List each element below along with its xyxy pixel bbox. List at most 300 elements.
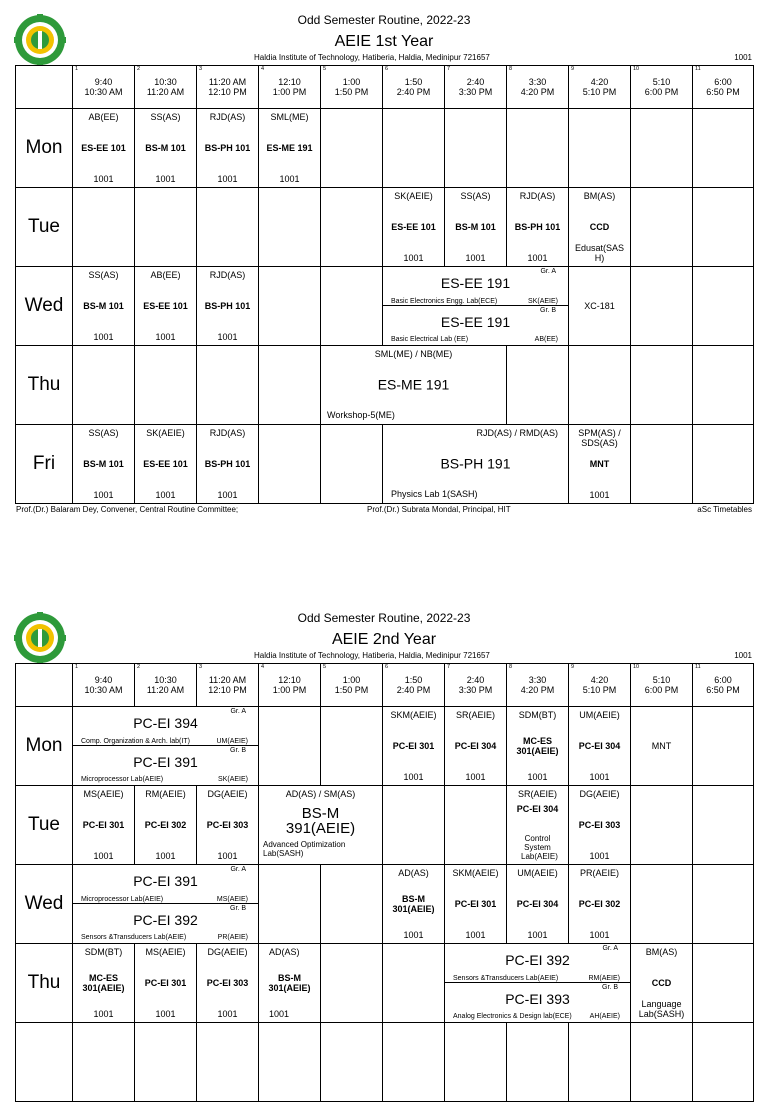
period-time: 11:20 AM 12:10 PM <box>208 675 247 695</box>
subject-label: BS-M 101 <box>455 222 496 232</box>
empty-slot[interactable] <box>382 943 445 1023</box>
period-number: 6 <box>385 664 389 670</box>
lab-title: ES-EE 191 <box>440 314 511 330</box>
lab-slot-split[interactable] <box>382 266 569 346</box>
empty-slot[interactable] <box>258 266 321 346</box>
teacher-label: SR(AEIE) <box>455 710 495 720</box>
teacher-label: SPM(AS) / SDS(AS) <box>578 428 621 448</box>
empty-slot[interactable] <box>692 706 754 786</box>
group-label: Gr. B <box>540 307 556 314</box>
teacher-label: SK(AEIE) <box>528 298 558 305</box>
footer-credit: aSc Timetables <box>697 505 752 514</box>
period-number: 7 <box>447 664 451 670</box>
class-slot[interactable] <box>134 424 197 504</box>
class-slot[interactable] <box>72 266 135 346</box>
class-slot[interactable] <box>444 187 507 267</box>
period-number: 3 <box>199 66 203 72</box>
lab-title: PC-EI 392 <box>133 912 198 928</box>
day-cell <box>15 187 73 267</box>
teacher-label: UM(AEIE) <box>216 738 248 745</box>
lab-slot[interactable] <box>258 785 383 865</box>
empty-slot[interactable] <box>72 1022 135 1102</box>
empty-slot[interactable] <box>630 345 693 425</box>
day-label: Tue <box>27 814 61 835</box>
room-label: 1001 <box>93 1009 114 1019</box>
lab-slot-split[interactable] <box>444 943 631 1023</box>
empty-slot[interactable] <box>134 1022 197 1102</box>
subject-label: BS-PH 101 <box>204 143 251 153</box>
subject-label: ES-EE 101 <box>143 459 188 469</box>
empty-slot[interactable] <box>320 1022 383 1102</box>
day-cell <box>15 108 73 188</box>
empty-slot[interactable] <box>320 108 383 188</box>
class-slot[interactable] <box>506 864 569 944</box>
empty-slot[interactable] <box>444 108 507 188</box>
period-header <box>692 65 754 109</box>
group-label: Gr. B <box>230 905 246 912</box>
period-header <box>134 663 197 707</box>
period-header <box>692 663 754 707</box>
group-label: Gr. B <box>602 984 618 991</box>
room-label: 1001 <box>403 253 424 263</box>
room-label: 1001 <box>589 930 610 940</box>
empty-slot[interactable] <box>506 108 569 188</box>
empty-slot[interactable] <box>258 345 321 425</box>
period-time: 5:10 6:00 PM <box>644 77 679 97</box>
empty-slot[interactable] <box>630 785 693 865</box>
room-label: 1001 <box>93 174 114 184</box>
period-header <box>196 663 259 707</box>
day-cell <box>15 345 73 425</box>
teacher-label: SS(AS) <box>460 191 491 201</box>
empty-slot[interactable] <box>196 187 259 267</box>
empty-slot[interactable] <box>692 943 754 1023</box>
class-slot[interactable] <box>196 943 259 1023</box>
teacher-label: DG(AEIE) <box>579 789 620 799</box>
teacher-label: RM(AEIE) <box>588 975 620 982</box>
period-time: 3:30 4:20 PM <box>520 77 555 97</box>
class-slot[interactable] <box>382 187 445 267</box>
empty-slot[interactable] <box>692 187 754 267</box>
period-header <box>382 65 445 109</box>
empty-slot[interactable] <box>382 785 445 865</box>
room-label: 1001 <box>269 1009 290 1019</box>
lab-group-b <box>383 305 568 345</box>
teacher-label: PR(AEIE) <box>579 868 619 878</box>
subject-label: PC-EI 303 <box>578 820 621 830</box>
empty-slot[interactable] <box>444 1022 507 1102</box>
subject-label: BS-PH 101 <box>204 459 251 469</box>
empty-slot[interactable] <box>568 1022 631 1102</box>
empty-slot[interactable] <box>196 345 259 425</box>
class-slot[interactable] <box>444 864 507 944</box>
room-label: 1001 <box>155 851 176 861</box>
lab-slot[interactable] <box>382 424 569 504</box>
teacher-label: SS(AS) <box>88 270 119 280</box>
room-label: 1001 <box>155 1009 176 1019</box>
class-slot[interactable] <box>568 266 631 346</box>
subject-label: BS-M 301(AEIE) <box>268 973 311 993</box>
subject-label: BS-M 101 <box>83 301 124 311</box>
teacher-label: SS(AS) <box>88 428 119 438</box>
period-number: 7 <box>447 66 451 72</box>
class-slot[interactable] <box>568 187 631 267</box>
empty-slot[interactable] <box>630 108 693 188</box>
period-header <box>630 663 693 707</box>
class-slot[interactable] <box>196 424 259 504</box>
day-label: Fri <box>32 453 56 474</box>
period-number: 1 <box>75 664 79 670</box>
group-label: Gr. A <box>540 268 556 275</box>
lab-location: Comp. Organization & Arch. lab(IT) <box>81 738 190 745</box>
class-slot[interactable] <box>630 943 693 1023</box>
routine-title: Odd Semester Routine, 2022-23 <box>297 13 471 27</box>
period-number: 4 <box>261 664 265 670</box>
empty-slot[interactable] <box>692 864 754 944</box>
teacher-label: SKM(AEIE) <box>452 868 499 878</box>
room-label: 1001 <box>527 930 548 940</box>
empty-slot[interactable] <box>320 706 383 786</box>
day-label: Wed <box>24 893 64 914</box>
class-slot[interactable] <box>134 943 197 1023</box>
empty-slot[interactable] <box>320 943 383 1023</box>
period-header <box>506 65 569 109</box>
day-cell <box>15 864 73 944</box>
room-label: 1001 <box>527 253 548 263</box>
period-time: 1:50 2:40 PM <box>396 675 431 695</box>
class-slot[interactable] <box>72 108 135 188</box>
empty-slot[interactable] <box>692 1022 754 1102</box>
teacher-label: DG(AEIE) <box>207 947 248 957</box>
slot-text: XC-181 <box>584 301 615 311</box>
period-time: 1:50 2:40 PM <box>396 77 431 97</box>
empty-slot[interactable] <box>258 187 321 267</box>
empty-slot[interactable] <box>630 266 693 346</box>
period-number: 2 <box>137 664 141 670</box>
teacher-label: SS(AS) <box>150 112 181 122</box>
lab-group-a <box>73 707 258 747</box>
footer-principal: Prof.(Dr.) Subrata Mondal, Principal, HIT <box>367 505 511 514</box>
class-slot[interactable] <box>196 266 259 346</box>
class-slot[interactable] <box>196 785 259 865</box>
room-label: 1001 <box>93 332 114 342</box>
lab-title: BS-M 391(AEIE) <box>285 805 356 837</box>
empty-slot[interactable] <box>692 424 754 504</box>
lab-group-b <box>445 982 630 1022</box>
room-label: 1001 <box>217 490 238 500</box>
class-slot[interactable] <box>568 706 631 786</box>
subject-label: ES-EE 101 <box>391 222 436 232</box>
room-label: 1001 <box>465 253 486 263</box>
subject-label: ES-ME 191 <box>266 143 313 153</box>
subject-label: PC-EI 301 <box>144 978 187 988</box>
period-number: 9 <box>571 664 575 670</box>
subject-label: PC-EI 302 <box>578 899 621 909</box>
period-number: 5 <box>323 664 327 670</box>
empty-slot[interactable] <box>568 108 631 188</box>
subject-label: BS-M 101 <box>145 143 186 153</box>
teacher-label: AD(AS) <box>269 947 300 957</box>
teacher-label: MS(AEIE) <box>216 896 248 903</box>
class-name: AEIE 2nd Year <box>331 631 437 648</box>
empty-slot[interactable] <box>506 345 569 425</box>
day-label: Mon <box>25 137 63 158</box>
period-time: 9:40 10:30 AM <box>84 675 123 695</box>
lab-group-b <box>73 745 258 785</box>
empty-slot[interactable] <box>134 187 197 267</box>
teacher-label: SDM(BT) <box>518 710 557 720</box>
teacher-label: AD(AS) <box>398 868 429 878</box>
teacher-label: AB(EE) <box>150 270 181 280</box>
period-number: 2 <box>137 66 141 72</box>
class-slot[interactable] <box>134 785 197 865</box>
institute-address: Haldia Institute of Technology, Hatiberia, Haldia, Medinipur 721657 <box>254 651 490 660</box>
lab-location: Analog Electronics & Design lab(ECE) <box>453 1013 572 1020</box>
period-header <box>258 663 321 707</box>
period-header <box>320 65 383 109</box>
room-label: 1001 <box>217 1009 238 1019</box>
day-cell <box>15 785 73 865</box>
empty-slot[interactable] <box>258 864 321 944</box>
empty-slot[interactable] <box>630 424 693 504</box>
period-number: 8 <box>509 66 513 72</box>
period-time: 10:30 11:20 AM <box>146 675 185 695</box>
class-slot[interactable] <box>444 706 507 786</box>
teacher-label: SDM(BT) <box>84 947 123 957</box>
teacher-label: SR(AEIE) <box>517 789 557 799</box>
subject-label: PC-EI 302 <box>144 820 187 830</box>
subject-label: PC-EI 304 <box>516 899 559 909</box>
class-slot[interactable] <box>134 108 197 188</box>
empty-slot[interactable] <box>506 1022 569 1102</box>
period-time: 1:00 1:50 PM <box>334 77 369 97</box>
period-number: 10 <box>633 66 640 72</box>
empty-slot[interactable] <box>630 864 693 944</box>
subject-label: PC-EI 301 <box>82 820 125 830</box>
room-label: 1001 <box>217 332 238 342</box>
empty-slot[interactable] <box>258 706 321 786</box>
period-number: 8 <box>509 664 513 670</box>
teacher-label: RJD(AS) <box>209 428 246 438</box>
room-label: Language Lab(SASH) <box>638 999 685 1019</box>
room-label: Control System Lab(AEIE) <box>521 834 558 861</box>
corner-cell <box>15 65 73 109</box>
day-cell <box>15 266 73 346</box>
room-label: 1001 <box>465 772 486 782</box>
subject-label: ES-EE 101 <box>81 143 126 153</box>
empty-slot[interactable] <box>568 345 631 425</box>
room-label: 1001 <box>465 930 486 940</box>
class-slot[interactable] <box>72 943 135 1023</box>
class-slot[interactable] <box>568 864 631 944</box>
group-label: Gr. A <box>230 866 246 873</box>
empty-slot[interactable] <box>382 108 445 188</box>
period-number: 11 <box>695 664 701 670</box>
class-slot[interactable] <box>134 266 197 346</box>
lab-title: PC-EI 394 <box>133 715 198 731</box>
period-time: 12:10 1:00 PM <box>272 77 307 97</box>
room-label: 1001 <box>93 490 114 500</box>
teacher-label: BM(AS) <box>583 191 616 201</box>
subject-label: PC-EI 303 <box>206 978 249 988</box>
group-label: Gr. A <box>230 708 246 715</box>
subject-label: PC-EI 304 <box>516 804 559 815</box>
lab-group-a <box>445 944 630 984</box>
class-slot[interactable] <box>568 424 631 504</box>
period-number: 9 <box>571 66 575 72</box>
day-label: Wed <box>24 295 64 316</box>
day-label: Mon <box>25 735 63 756</box>
empty-slot[interactable] <box>134 345 197 425</box>
empty-slot[interactable] <box>72 187 135 267</box>
room-label: 1001 <box>155 332 176 342</box>
room-label: 1001 <box>217 851 238 861</box>
teacher-label: SK(AEIE) <box>394 191 433 201</box>
period-number: 6 <box>385 66 389 72</box>
period-number: 11 <box>695 66 701 72</box>
class-slot[interactable] <box>382 864 445 944</box>
period-time: 10:30 11:20 AM <box>146 77 185 97</box>
subject-label: CCD <box>651 978 672 988</box>
class-slot[interactable] <box>506 785 569 865</box>
teacher-label: RJD(AS) / RMD(AS) <box>476 428 558 438</box>
period-header <box>72 65 135 109</box>
empty-slot[interactable] <box>444 785 507 865</box>
class-slot[interactable] <box>72 424 135 504</box>
lab-group-a <box>73 865 258 905</box>
period-time: 6:00 6:50 PM <box>706 675 740 695</box>
period-time: 1:00 1:50 PM <box>334 675 369 695</box>
class-slot[interactable] <box>506 187 569 267</box>
room-label: 1001 <box>589 772 610 782</box>
period-header <box>506 663 569 707</box>
period-header <box>444 65 507 109</box>
empty-slot[interactable] <box>320 266 383 346</box>
subject-label: CCD <box>589 222 610 232</box>
lab-group-a <box>383 267 568 307</box>
room-label: 1001 <box>93 851 114 861</box>
empty-slot[interactable] <box>320 424 383 504</box>
class-slot[interactable] <box>382 706 445 786</box>
room-label: 1001 <box>527 772 548 782</box>
teacher-label: UM(AEIE) <box>579 710 620 720</box>
teacher-label: PR(AEIE) <box>217 934 248 941</box>
period-time: 2:40 3:30 PM <box>458 77 493 97</box>
period-header <box>258 65 321 109</box>
day-cell <box>15 1022 73 1102</box>
empty-slot[interactable] <box>692 108 754 188</box>
day-label: Tue <box>27 216 61 237</box>
period-number: 1 <box>75 66 79 72</box>
period-time: 11:20 AM 12:10 PM <box>208 77 247 97</box>
lab-title: BS-PH 191 <box>440 455 511 472</box>
empty-slot[interactable] <box>320 187 383 267</box>
period-header <box>382 663 445 707</box>
empty-slot[interactable] <box>72 345 135 425</box>
class-slot[interactable] <box>506 706 569 786</box>
lab-location: Microprocessor Lab(AEIE) <box>81 896 164 903</box>
lab-title: PC-EI 391 <box>133 754 198 770</box>
period-number: 3 <box>199 664 203 670</box>
lab-title: ES-ME 191 <box>377 376 450 393</box>
institute-address: Haldia Institute of Technology, Hatiberia, Haldia, Medinipur 721657 <box>254 53 490 62</box>
slot-text: MNT <box>651 741 672 751</box>
room-number: 1001 <box>734 651 752 660</box>
lab-group-b <box>73 903 258 943</box>
corner-cell <box>15 663 73 707</box>
teacher-label: MS(AEIE) <box>145 947 186 957</box>
day-cell <box>15 424 73 504</box>
teacher-label: MS(AEIE) <box>83 789 124 799</box>
period-number: 10 <box>633 664 640 670</box>
empty-slot[interactable] <box>692 785 754 865</box>
subject-label: MC-ES 301(AEIE) <box>516 736 559 756</box>
subject-label: BS-M 101 <box>83 459 124 469</box>
period-header <box>196 65 259 109</box>
empty-slot[interactable] <box>258 1022 321 1102</box>
empty-slot[interactable] <box>258 424 321 504</box>
period-time: 4:20 5:10 PM <box>582 77 617 97</box>
empty-slot[interactable] <box>692 345 754 425</box>
empty-slot[interactable] <box>320 864 383 944</box>
room-label: Edusat(SAS H) <box>574 243 625 263</box>
teacher-label: SML(ME) <box>270 112 309 122</box>
lab-location: Sensors &Transducers Lab(AEIE) <box>81 934 187 941</box>
teacher-label: SML(ME) / NB(ME) <box>374 349 453 359</box>
teacher-label: SK(AEIE) <box>218 776 248 783</box>
empty-slot[interactable] <box>382 1022 445 1102</box>
lab-slot[interactable] <box>320 345 507 425</box>
class-slot[interactable] <box>258 108 321 188</box>
subject-label: ES-EE 101 <box>143 301 188 311</box>
empty-slot[interactable] <box>630 187 693 267</box>
teacher-label: RJD(AS) <box>209 112 246 122</box>
lab-location: Microprocessor Lab(AEIE) <box>81 776 164 783</box>
period-time: 6:00 6:50 PM <box>706 77 740 97</box>
subject-label: BS-M 301(AEIE) <box>392 894 435 914</box>
routine-title: Odd Semester Routine, 2022-23 <box>297 611 471 625</box>
class-slot[interactable] <box>258 943 321 1023</box>
period-header <box>444 663 507 707</box>
empty-slot[interactable] <box>196 1022 259 1102</box>
class-slot[interactable] <box>196 108 259 188</box>
teacher-label: AB(EE) <box>534 336 558 343</box>
lab-slot-split[interactable] <box>72 864 259 944</box>
group-label: Gr. A <box>602 945 618 952</box>
class-slot[interactable] <box>72 785 135 865</box>
empty-slot[interactable] <box>630 1022 693 1102</box>
teacher-label: RJD(AS) <box>209 270 246 280</box>
lab-title: PC-EI 392 <box>505 952 570 968</box>
period-time: 3:30 4:20 PM <box>520 675 555 695</box>
subject-label: BS-PH 101 <box>204 301 251 311</box>
period-header <box>72 663 135 707</box>
teacher-label: AH(AEIE) <box>589 1013 620 1020</box>
lab-slot-split[interactable] <box>72 706 259 786</box>
empty-slot[interactable] <box>692 266 754 346</box>
subject-label: BS-PH 101 <box>514 222 561 232</box>
period-header <box>568 65 631 109</box>
period-number: 4 <box>261 66 265 72</box>
teacher-label: SK(AEIE) <box>146 428 185 438</box>
class-slot[interactable] <box>630 706 693 786</box>
subject-label: PC-EI 303 <box>206 820 249 830</box>
room-label: 1001 <box>403 930 424 940</box>
room-label: 1001 <box>589 851 610 861</box>
room-label: 1001 <box>155 490 176 500</box>
lab-title: PC-EI 393 <box>505 991 570 1007</box>
class-slot[interactable] <box>568 785 631 865</box>
